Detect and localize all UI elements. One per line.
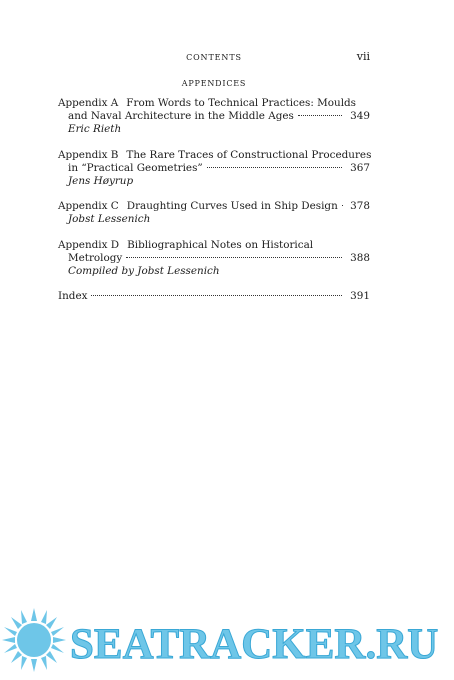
toc-entry-page: 367 [350, 161, 370, 174]
toc-entry-page: 391 [350, 290, 370, 303]
toc-entry-author: Compiled by Jobst Lessenich [68, 265, 220, 278]
toc-entry-label: Appendix C [58, 200, 119, 213]
toc-entry-title-continued: Metrology [68, 251, 123, 264]
toc-entry-title: Bibliographical Notes on Historical [127, 238, 314, 251]
toc-entry-appendix-c[interactable] [58, 200, 370, 226]
watermark-text: SEATRACKER.RU [70, 621, 439, 668]
toc-entry-page: 388 [350, 251, 370, 264]
sun-logo-icon [0, 600, 80, 680]
toc-entry-author: Eric Rieth [68, 123, 122, 136]
dot-leader [91, 295, 342, 296]
toc-entry-page: 349 [350, 110, 370, 123]
dot-leader [126, 257, 342, 258]
toc-entry-label: Index [58, 290, 88, 303]
toc-entry-label: Appendix B [58, 148, 119, 161]
toc-entry-author: Jobst Lessenich [68, 213, 151, 226]
toc-entry-title: The Rare Traces of Constructional Procedures [126, 148, 372, 161]
dot-leader [298, 115, 342, 116]
toc-entry-appendix-d[interactable] [58, 239, 370, 279]
section-title: APPENDICES [181, 79, 247, 88]
toc-entry-title: Draughting Curves Used in Ship Design [126, 200, 338, 213]
toc-entry-label: Appendix D [58, 238, 120, 251]
toc-entry-title: From Words to Technical Practices: Moulds [126, 97, 357, 109]
running-header: CONTENTS [186, 53, 242, 62]
toc-entry-author: Jens Høyrup [68, 175, 134, 188]
toc-entry-page: 378 [350, 200, 370, 213]
table-of-contents [58, 97, 370, 315]
toc-entry-label: Appendix A [58, 97, 119, 109]
toc-entry-title-continued: in “Practical Geometries” [68, 161, 203, 174]
dot-leader [207, 167, 342, 168]
toc-entry-appendix-b[interactable] [58, 149, 370, 189]
toc-entry-index[interactable] [58, 290, 370, 303]
toc-entry-appendix-a[interactable] [58, 97, 370, 137]
toc-entry-title-continued: and Naval Architecture in the Middle Ages [68, 110, 294, 123]
page-number: vii [356, 50, 370, 63]
